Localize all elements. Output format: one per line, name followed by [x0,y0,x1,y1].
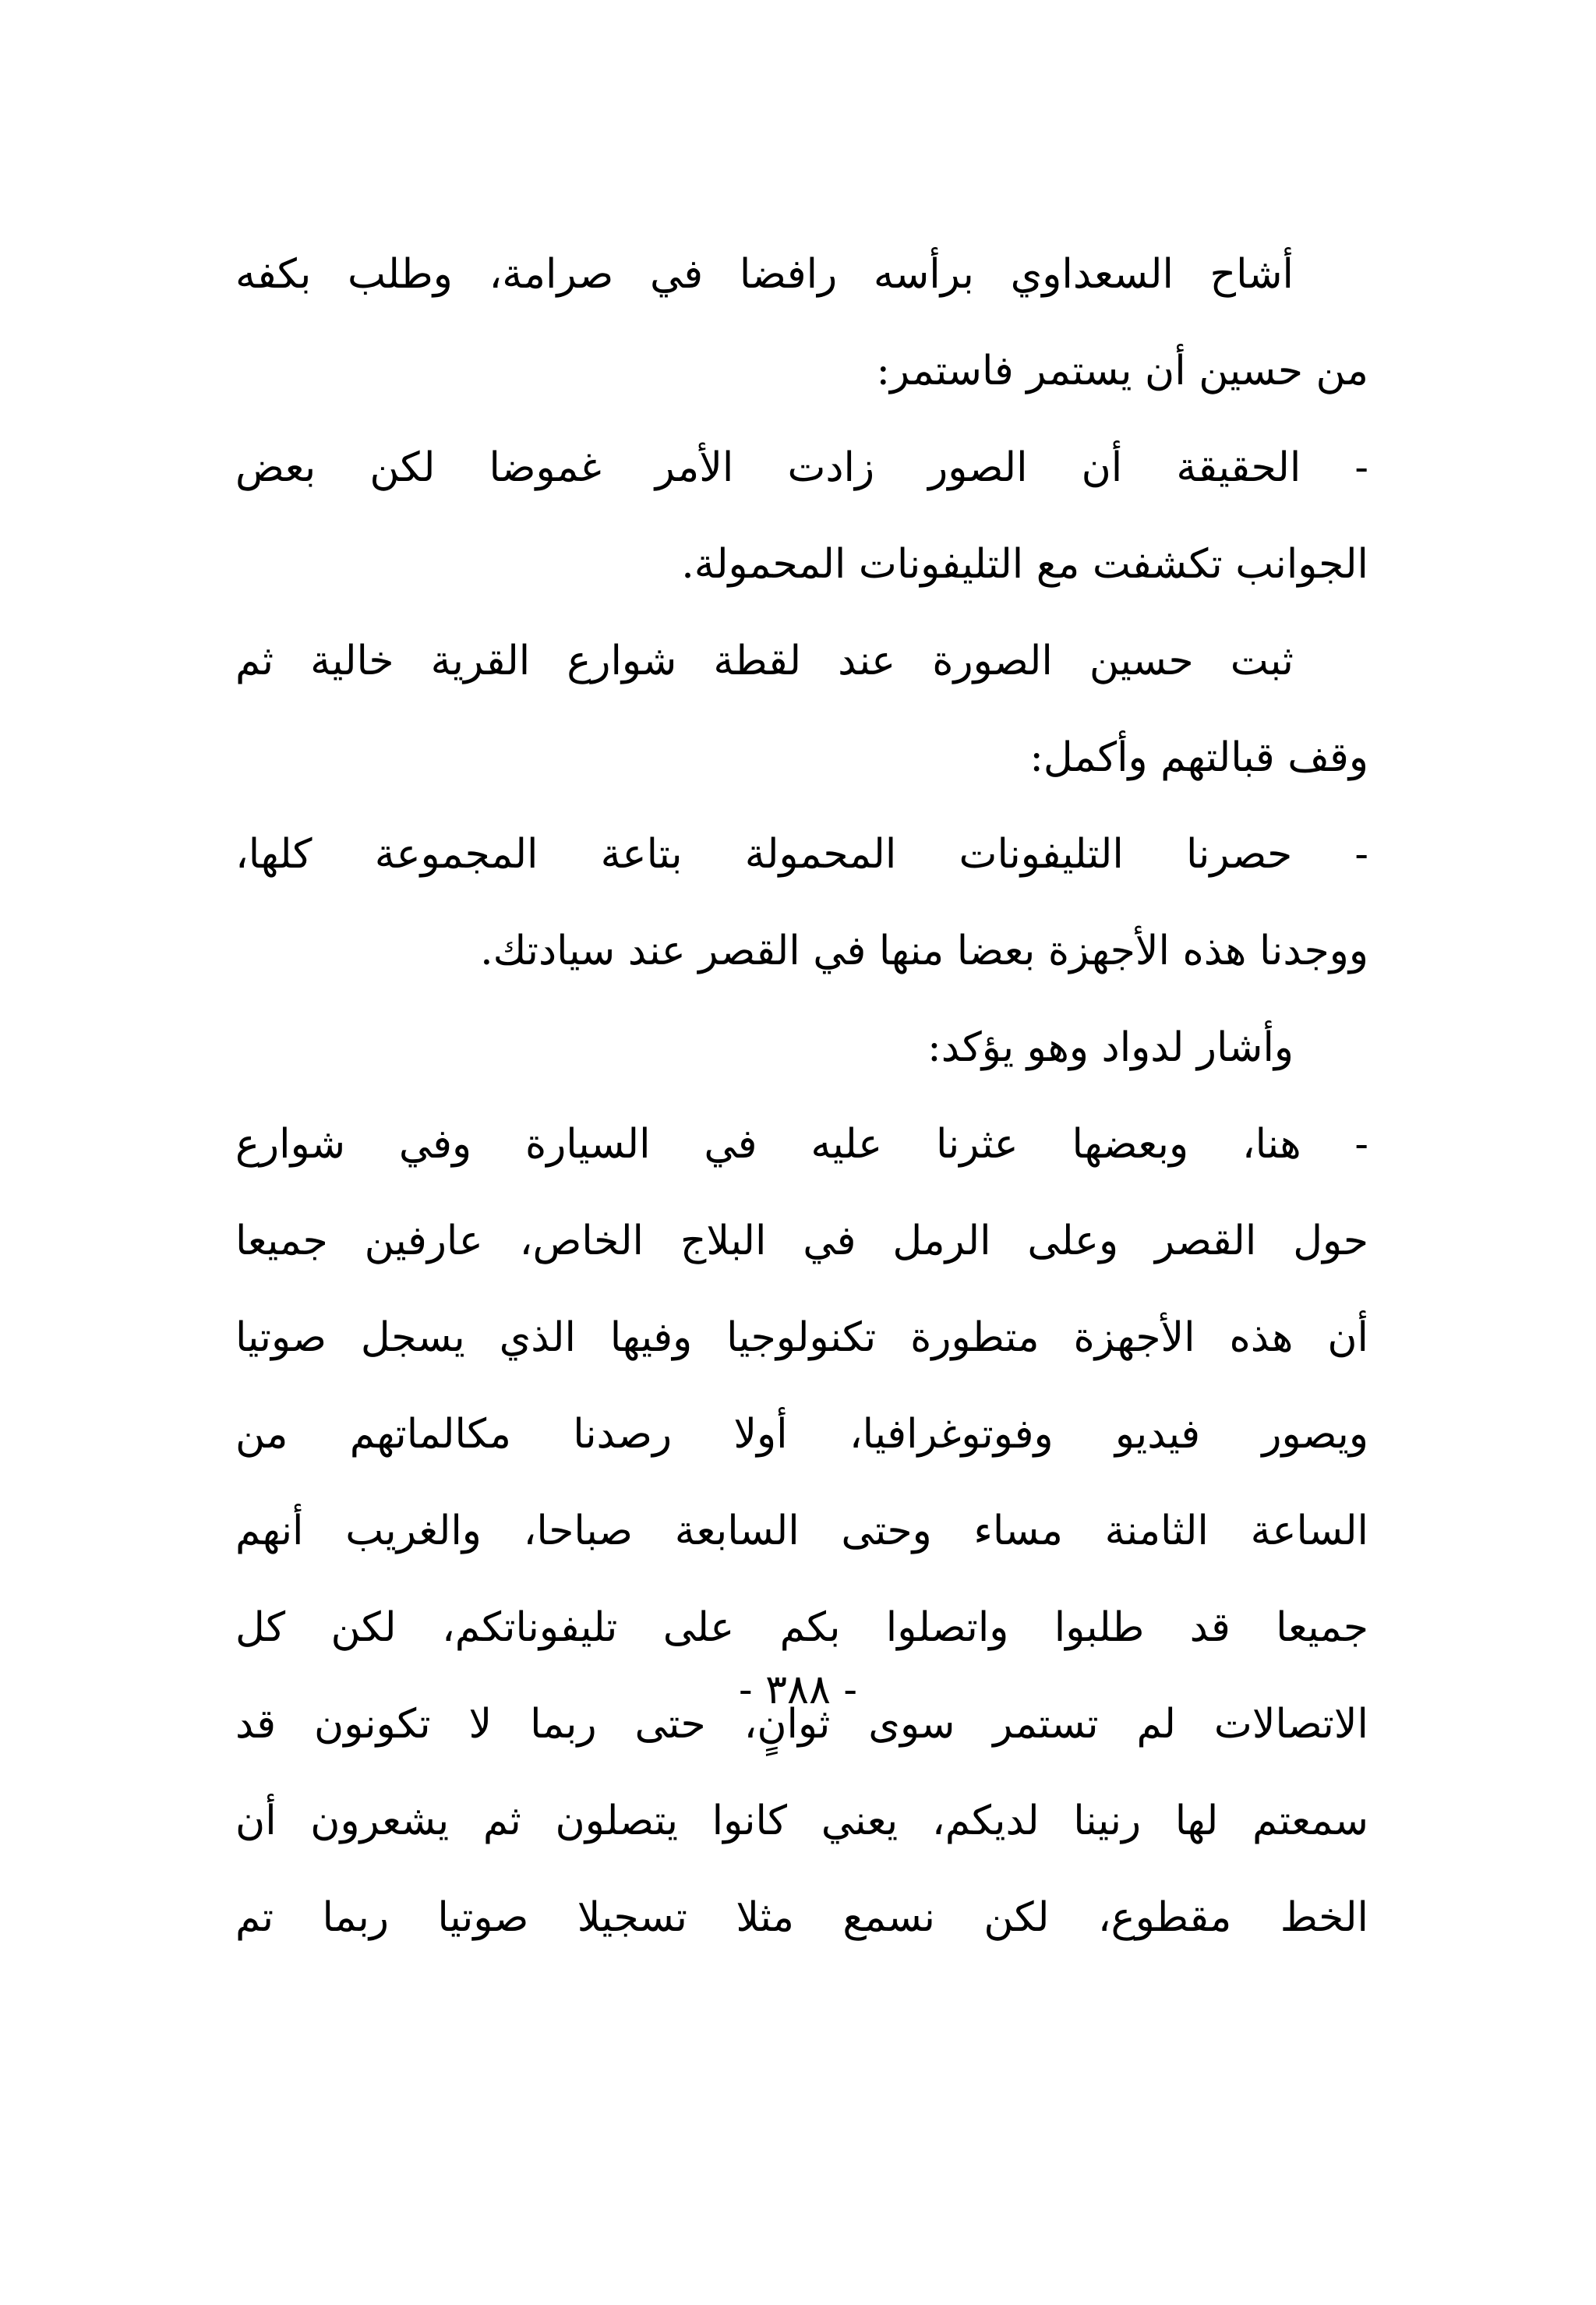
text-line: سمعتم لها رنينا لديكم، يعني كانوا يتصلون ثم يشعرون أن [235,1798,1368,1844]
text-line: الجوانب تكشفت مع التليفونات المحمولة. [681,541,1368,588]
text-line: من حسين أن يستمر فاستمر: [876,348,1368,394]
text-line: - هنا، وبعضها عثرنا عليه في السيارة وفي شوارع [235,1121,1368,1168]
text-line: حول القصر وعلى الرمل في البلاج الخاص، عارفين جميعا [235,1218,1368,1264]
text-line: ثبت حسين الصورة عند لقطة شوارع القرية خالية ثم [235,638,1294,684]
text-line: ووجدنا هذه الأجهزة بعضا منها في القصر عند سيادتك. [480,928,1368,974]
text-line: الساعة الثامنة مساء وحتى السابعة صباحا، والغريب أنهم [235,1508,1368,1554]
text-line: جميعا قد طلبوا واتصلوا بكم على تليفوناتكم، لكن كل [235,1604,1368,1651]
text-line: الخط مقطوع، لكن نسمع مثلا تسجيلا صوتيا ربما تم [235,1894,1368,1941]
text-line: الاتصالات لم تستمر سوى ثوانٍ، حتى ربما لا تكونون قد [235,1701,1368,1748]
text-line: - الحقيقة أن الصور زادت الأمر غموضا لكن بعض [235,444,1368,491]
page-number: - ٣٨٨ - [738,1667,857,1713]
text-line: ويصور فيديو وفوتوغرافيا، أولا رصدنا مكالماتهم من [235,1411,1368,1458]
text-line: وأشار لدواد وهو يؤكد: [927,1024,1294,1071]
text-line: - حصرنا التليفونات المحمولة بتاعة المجموعة كلها، [235,831,1368,878]
text-line: أن هذه الأجهزة متطورة تكنولوجيا وفيها الذي يسجل صوتيا [235,1314,1368,1361]
text-line: أشاح السعداوي برأسه رافضا في صرامة، وطلب بكفه [235,251,1294,298]
text-line: وقف قبالتهم وأكمل: [1029,734,1368,781]
